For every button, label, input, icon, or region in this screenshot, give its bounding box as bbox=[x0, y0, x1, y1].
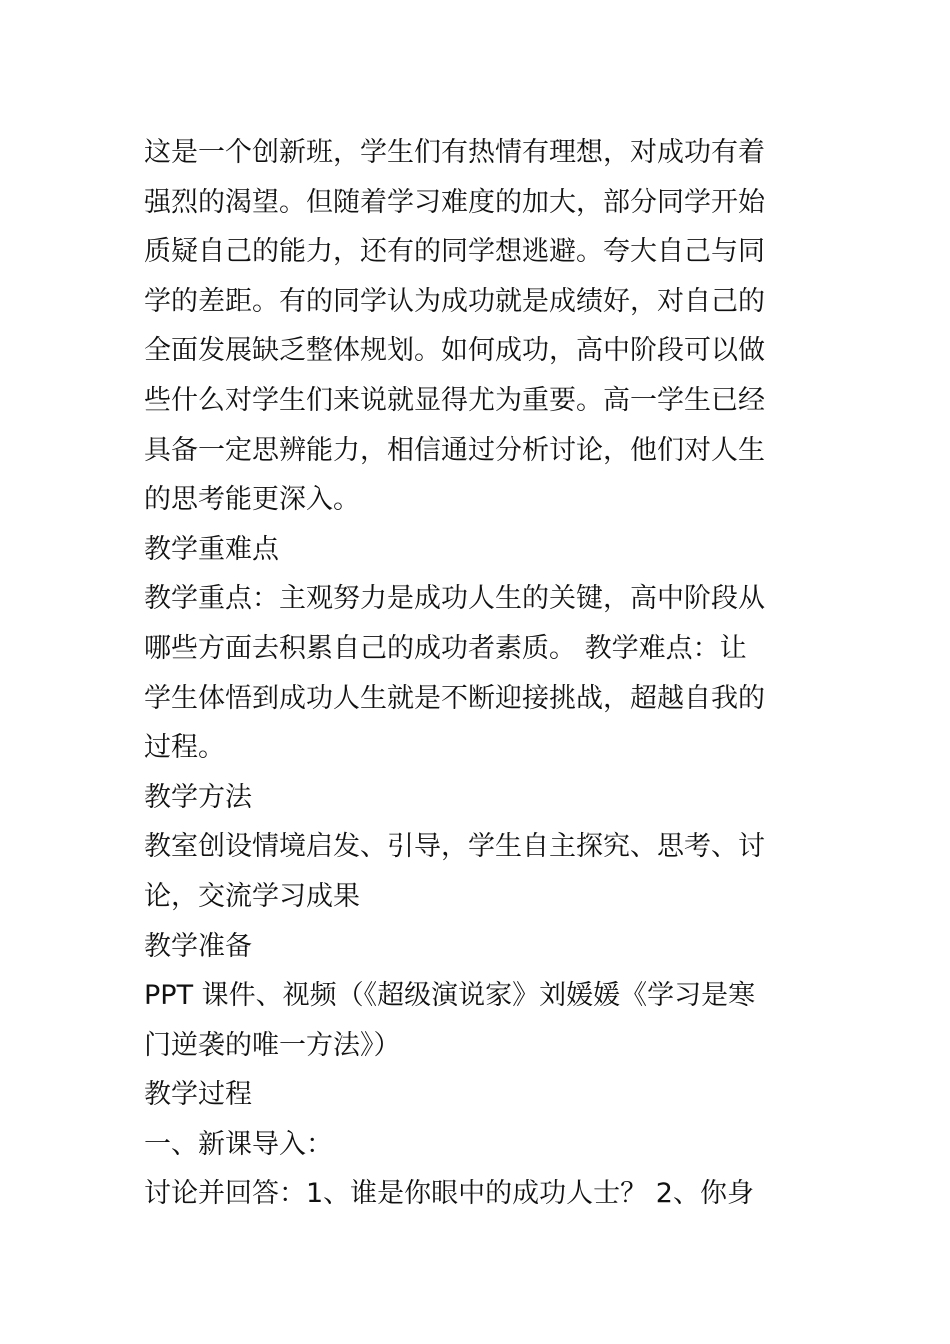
paragraph-line: 教室创设情境启发、引导，学生自主探究、思考、讨 bbox=[144, 831, 765, 863]
paragraph-line: 全面发展缺乏整体规划。如何成功，高中阶段可以做 bbox=[144, 335, 765, 367]
paragraph-line: PPT 课件、视频（《超级演说家》刘媛媛《学习是寒 bbox=[144, 980, 756, 1012]
paragraph-line: 强烈的渴望。但随着学习难度的加大，部分同学开始 bbox=[144, 186, 765, 218]
section-heading: 教学准备 bbox=[144, 930, 252, 962]
document-body bbox=[144, 128, 814, 1219]
paragraph-line: 质疑自己的能力，还有的同学想逃避。夸大自己与同 bbox=[144, 236, 765, 268]
section-heading: 教学方法 bbox=[144, 781, 252, 813]
subsection-heading: 一、新课导入： bbox=[144, 1128, 333, 1160]
paragraph-line: 哪些方面去积累自己的成功者素质。 教学难点：让 bbox=[144, 632, 747, 664]
section-heading: 教学过程 bbox=[144, 1079, 252, 1111]
paragraph-line: 学生体悟到成功人生就是不断迎接挑战，超越自我的 bbox=[144, 682, 765, 714]
paragraph-line: 具备一定思辨能力，相信通过分析讨论，他们对人生 bbox=[144, 434, 765, 466]
paragraph-line: 教学重点：主观努力是成功人生的关键，高中阶段从 bbox=[144, 583, 765, 615]
paragraph-line: 论，交流学习成果 bbox=[144, 880, 360, 912]
section-heading: 教学重难点 bbox=[144, 533, 279, 565]
paragraph-line: 学的差距。有的同学认为成功就是成绩好，对自己的 bbox=[144, 285, 765, 317]
paragraph-line: 讨论并回答：1、谁是你眼中的成功人士？ 2、你身 bbox=[144, 1178, 754, 1210]
paragraph-line: 这是一个创新班，学生们有热情有理想，对成功有着 bbox=[144, 137, 765, 168]
paragraph-line: 些什么对学生们来说就显得尤为重要。高一学生已经 bbox=[144, 384, 765, 416]
paragraph-line: 过程。 bbox=[144, 732, 225, 764]
paragraph-line: 的思考能更深入。 bbox=[144, 484, 360, 516]
paragraph-line: 门逆袭的唯一方法》） bbox=[144, 1029, 401, 1061]
